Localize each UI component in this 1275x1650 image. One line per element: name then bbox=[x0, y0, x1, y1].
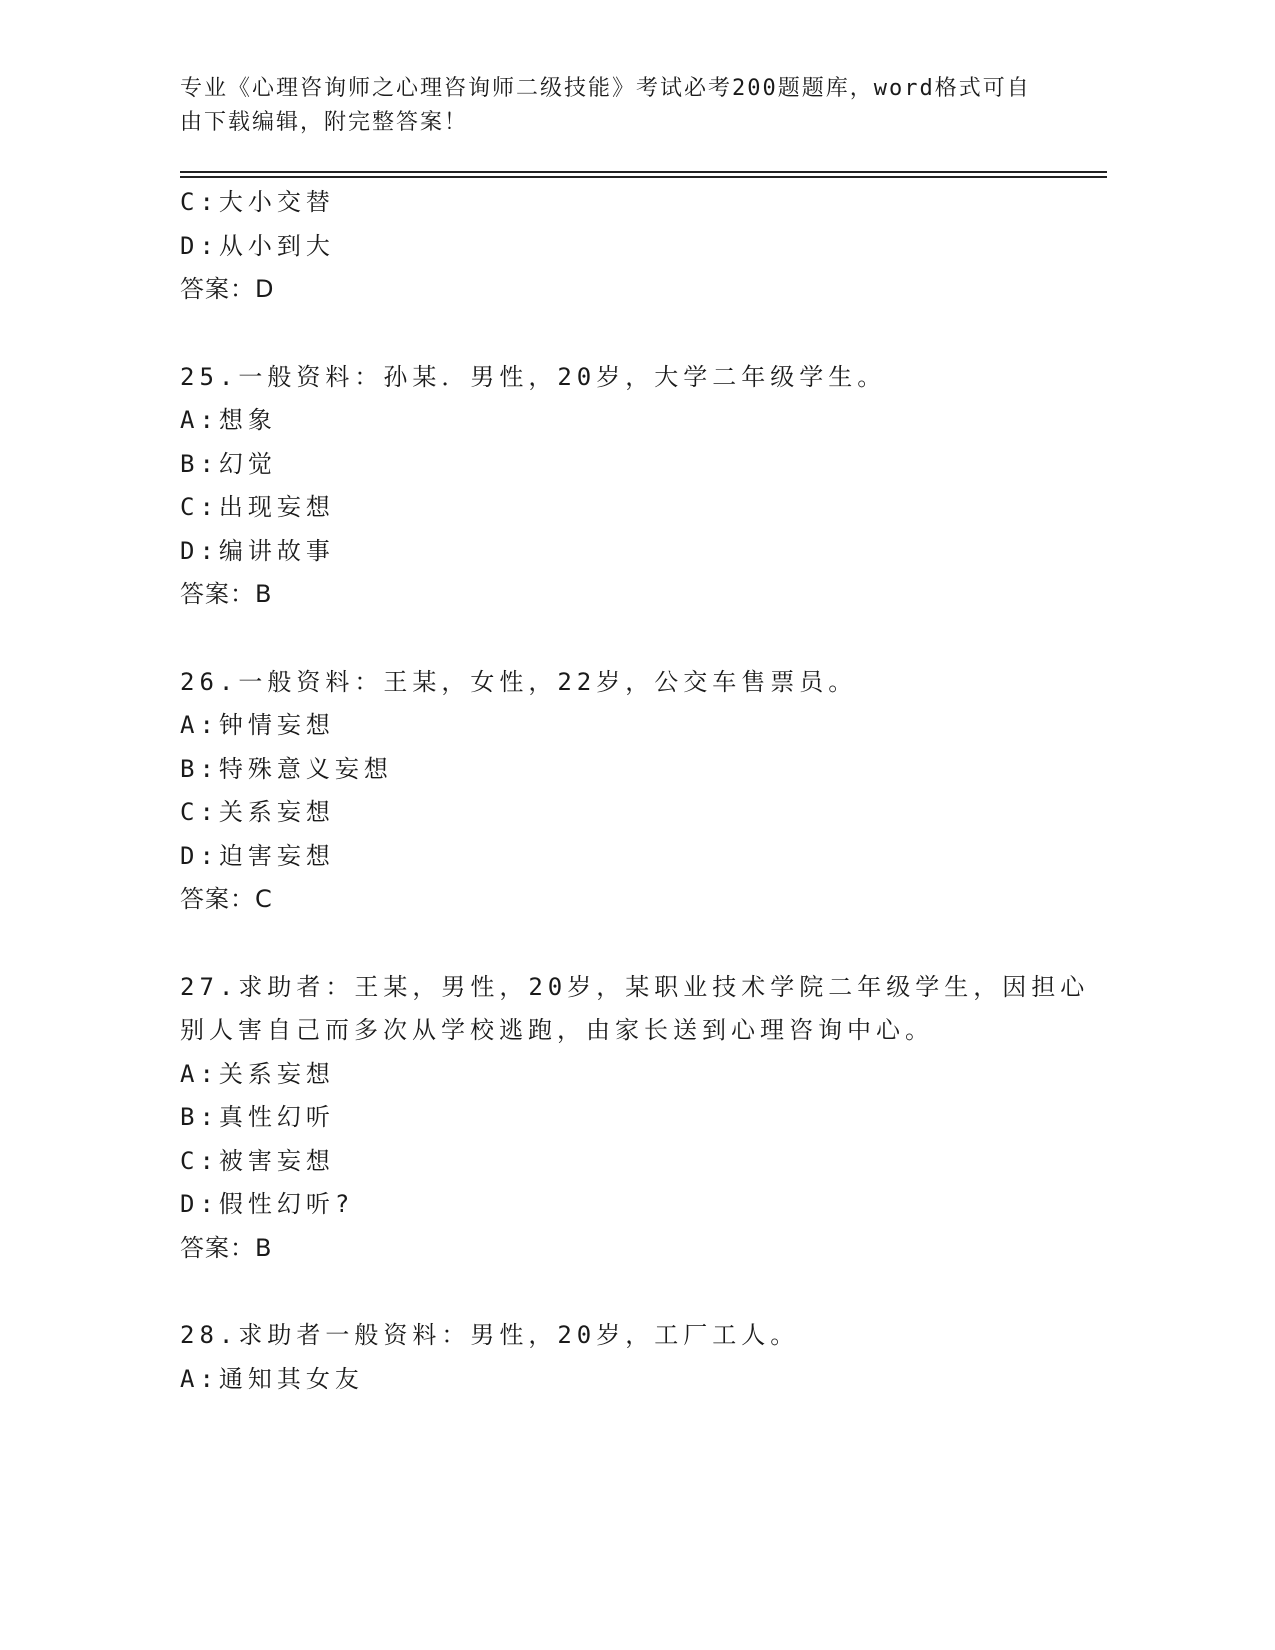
option-line bbox=[180, 791, 1080, 835]
option-text: 从小到大 bbox=[218, 231, 335, 260]
option-line bbox=[180, 1140, 1080, 1184]
option-text: 被害妄想 bbox=[218, 1146, 335, 1175]
option-letter: C: bbox=[180, 1146, 219, 1175]
question-28 bbox=[180, 1314, 1080, 1401]
option-line bbox=[180, 399, 1080, 443]
spacer bbox=[180, 1270, 1080, 1314]
option-letter: D: bbox=[180, 231, 219, 260]
answer-line: 答案：B bbox=[180, 580, 273, 608]
option-letter: C: bbox=[180, 188, 219, 216]
option-line bbox=[180, 748, 1080, 792]
option-text: 通知其女友 bbox=[218, 1364, 364, 1393]
question-25 bbox=[180, 356, 1080, 617]
option-text: 幻觉 bbox=[218, 449, 277, 478]
spacer bbox=[180, 922, 1080, 966]
option-text: 钟情妄想 bbox=[218, 711, 335, 739]
option-letter: C: bbox=[180, 798, 219, 826]
option-text: 迫害妄想 bbox=[218, 841, 335, 870]
option-text: 特殊意义妄想 bbox=[218, 754, 393, 783]
document-header bbox=[180, 72, 1040, 140]
answer-line: 答案：B bbox=[180, 1233, 273, 1262]
question-text: 25.一般资料：孙某．男性，20岁，大学二年级学生。 bbox=[180, 362, 887, 391]
question-text-line-2: 别人害自己而多次从学校逃跑，由家长送到心理咨询中心。 bbox=[180, 1016, 934, 1044]
option-letter: A: bbox=[180, 1364, 219, 1393]
option-text: 编讲故事 bbox=[218, 536, 335, 565]
option-text: 关系妄想 bbox=[218, 1059, 335, 1088]
option-letter: A: bbox=[180, 711, 219, 739]
previous-question-continuation bbox=[180, 181, 1080, 312]
option-letter: D: bbox=[180, 536, 219, 565]
option-line bbox=[180, 443, 1080, 487]
option-letter: B: bbox=[180, 1103, 219, 1131]
option-line bbox=[180, 704, 1080, 748]
option-text: 想象 bbox=[218, 406, 277, 434]
document-body bbox=[180, 181, 1090, 1401]
option-line bbox=[180, 181, 1080, 225]
option-line bbox=[180, 225, 1080, 269]
spacer bbox=[180, 312, 1080, 356]
option-line bbox=[180, 1053, 1080, 1097]
question-text-line-1: 27.求助者：王某，男性，20岁，某职业技术学院二年级学生，因担心 bbox=[180, 972, 1090, 1001]
option-letter: C: bbox=[180, 493, 219, 521]
option-text: 出现妄想 bbox=[218, 493, 335, 521]
option-line bbox=[180, 1358, 1080, 1402]
option-letter: A: bbox=[180, 1059, 219, 1088]
header-divider-bottom bbox=[180, 176, 1107, 178]
option-line bbox=[180, 486, 1080, 530]
answer-line: 答案：C bbox=[180, 885, 273, 913]
option-letter: A: bbox=[180, 406, 219, 434]
question-text: 28.求助者一般资料：男性，20岁，工厂工人。 bbox=[180, 1321, 800, 1349]
question-26 bbox=[180, 661, 1080, 922]
header-line-1: 专业《心理咨询师之心理咨询师二级技能》考试必考200题题库，word格式可自 bbox=[180, 76, 1031, 101]
option-letter: D: bbox=[180, 1190, 219, 1218]
option-line bbox=[180, 1183, 1080, 1227]
option-line bbox=[180, 1096, 1080, 1140]
question-text: 26.一般资料：王某，女性，22岁，公交车售票员。 bbox=[180, 667, 858, 696]
option-line bbox=[180, 835, 1080, 879]
option-text: 关系妄想 bbox=[218, 798, 335, 826]
option-letter: B: bbox=[180, 449, 219, 478]
header-divider-top bbox=[180, 171, 1107, 173]
option-letter: B: bbox=[180, 754, 219, 783]
option-text: 大小交替 bbox=[218, 188, 335, 216]
question-27 bbox=[180, 966, 1090, 1271]
spacer bbox=[180, 617, 1080, 661]
option-line bbox=[180, 530, 1080, 574]
option-letter: D: bbox=[180, 841, 219, 870]
header-line-2: 由下载编辑，附完整答案！ bbox=[180, 110, 469, 135]
option-text: 假性幻听? bbox=[218, 1190, 355, 1218]
answer-line: 答案：D bbox=[180, 275, 275, 303]
option-text: 真性幻听 bbox=[218, 1103, 335, 1131]
